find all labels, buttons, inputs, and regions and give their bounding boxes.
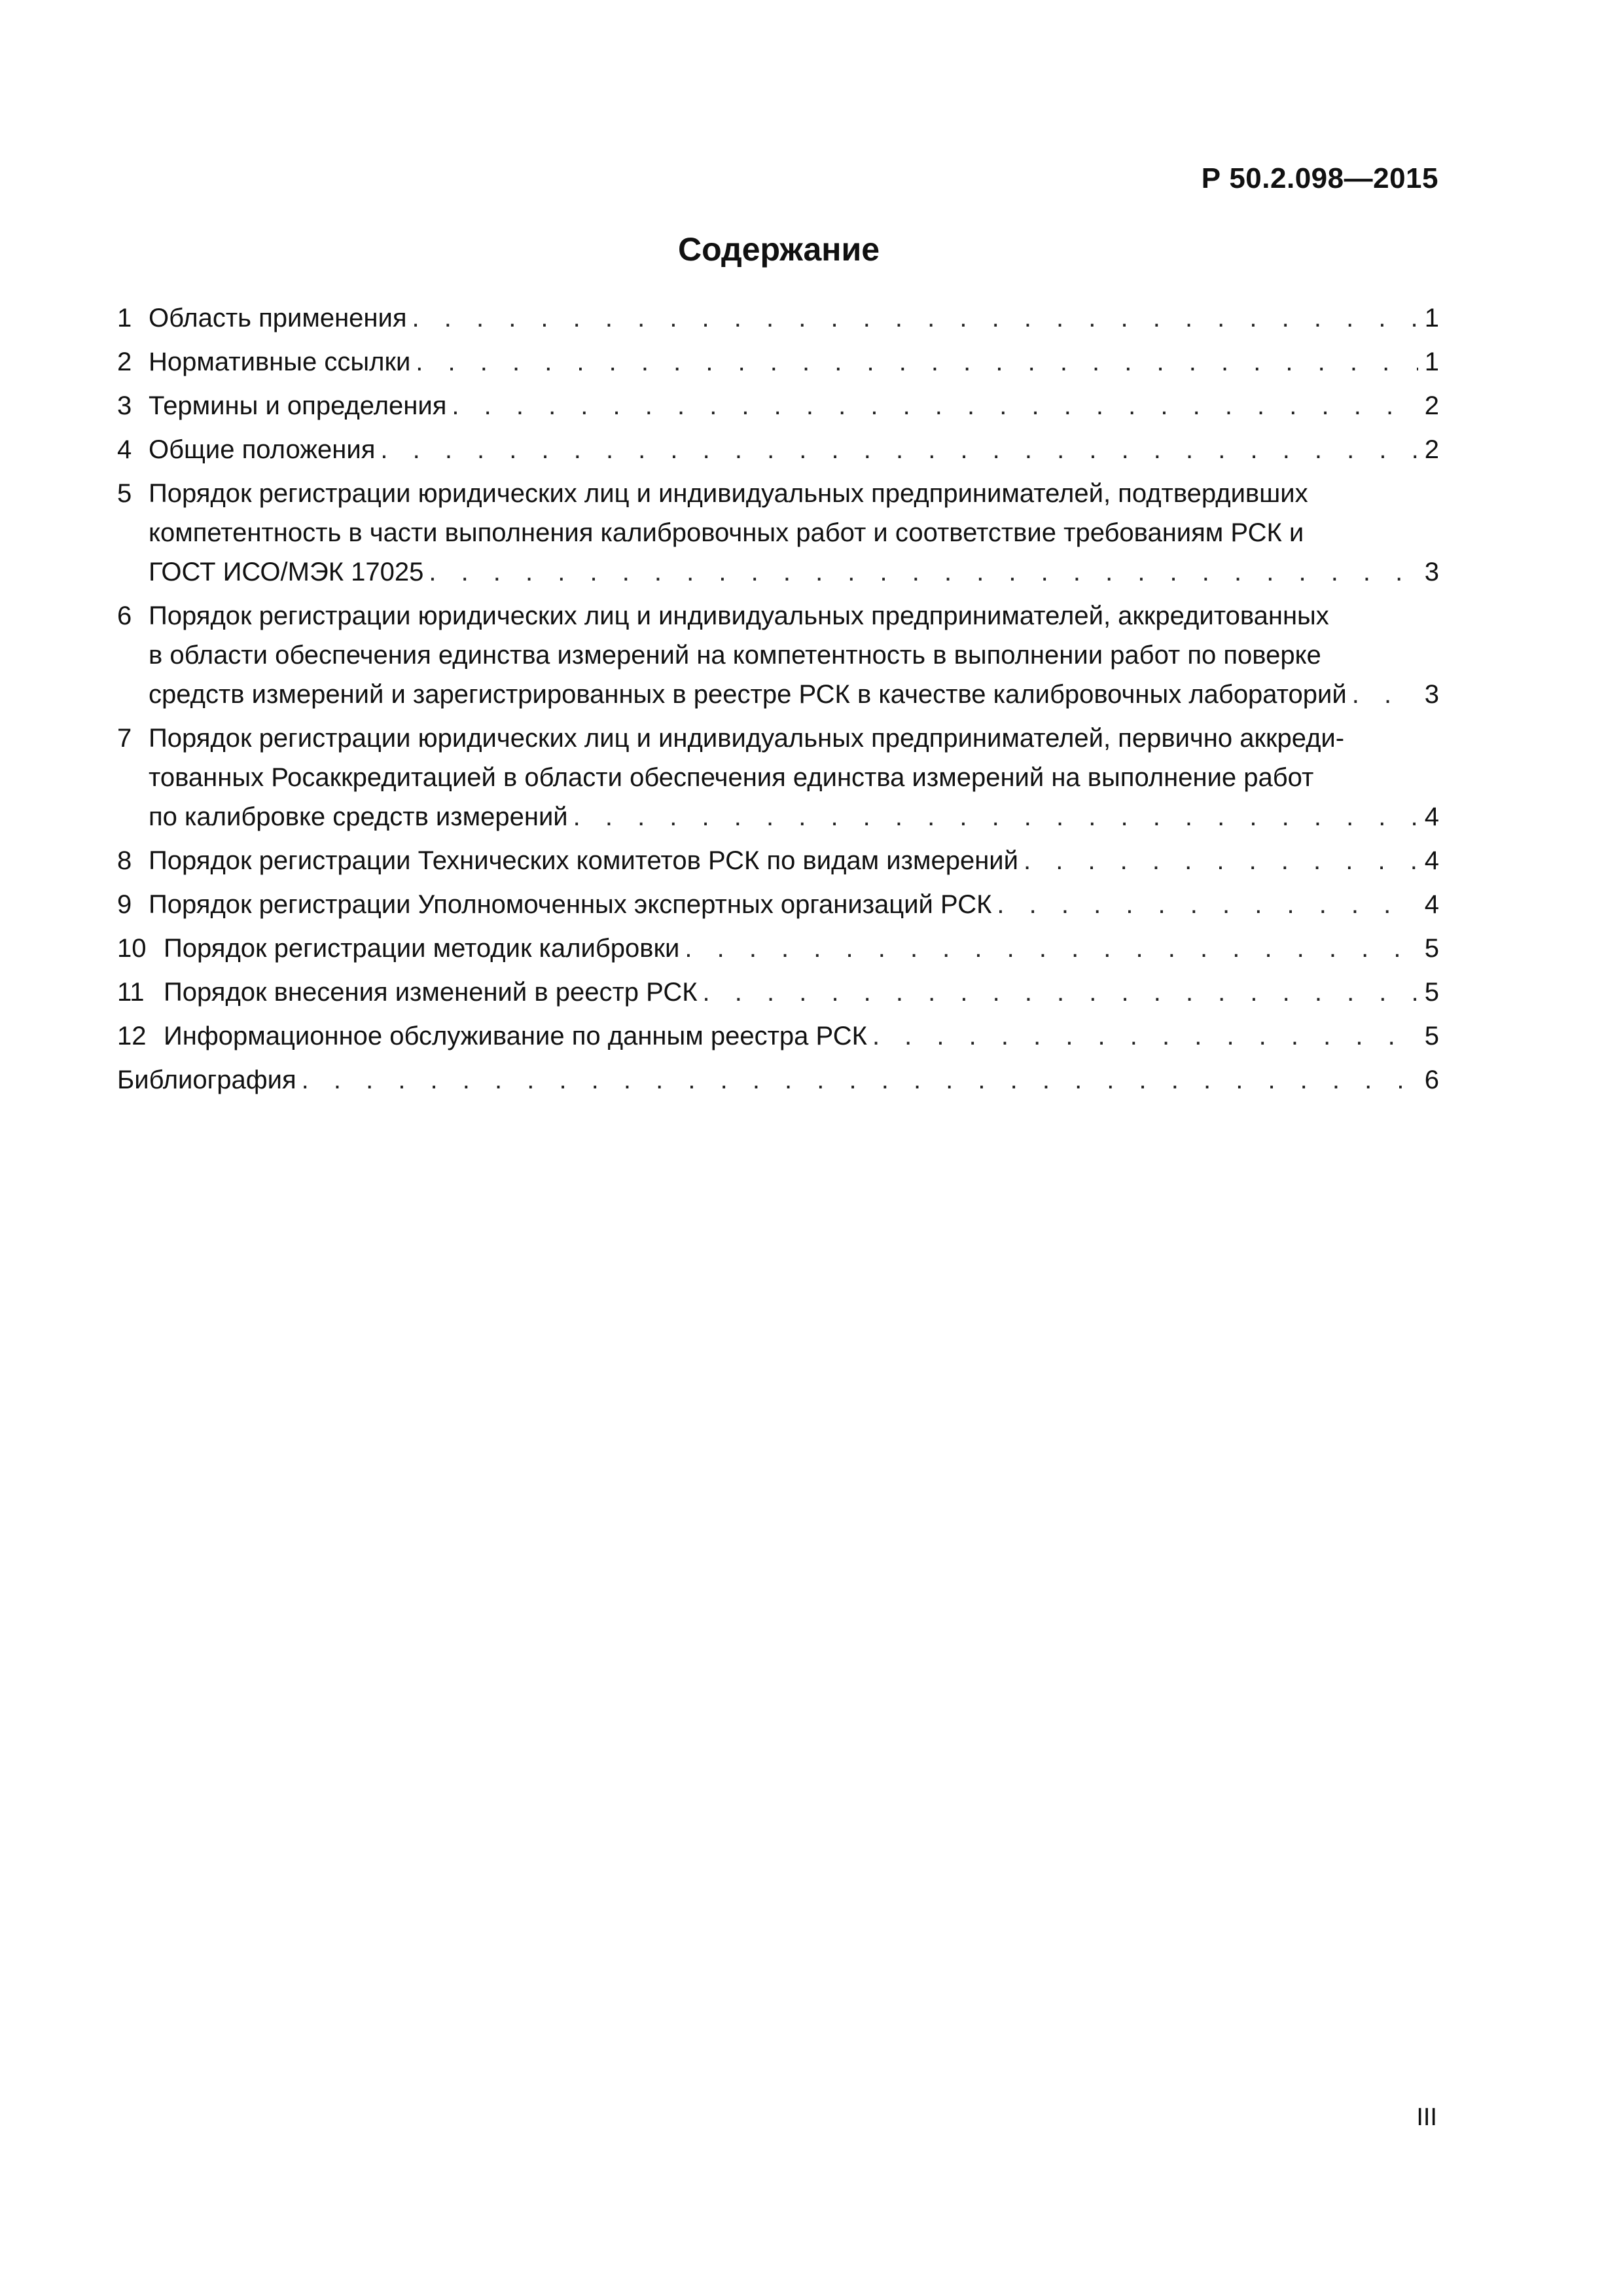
toc-entry-number: 6 — [117, 601, 132, 630]
toc-entry-number: 1 — [117, 304, 132, 332]
toc-entry-last-line — [164, 929, 1439, 968]
toc-dot-leader — [412, 298, 1418, 338]
toc-page-number: 3 — [1424, 680, 1439, 709]
toc-entry-text: Область применения — [149, 304, 407, 332]
toc-entry-text: Библиография — [117, 1066, 296, 1094]
toc-entry-body — [149, 342, 1439, 382]
toc-entry[interactable] — [117, 298, 1439, 338]
toc-entry-body — [149, 430, 1439, 469]
toc-entry-number: 3 — [117, 391, 132, 420]
toc-dot-leader — [380, 430, 1418, 469]
toc-entry[interactable] — [117, 885, 1439, 924]
toc-dot-leader — [872, 1016, 1418, 1056]
toc-dot-leader — [1352, 675, 1418, 714]
toc-entry[interactable] — [117, 596, 1439, 714]
toc-entry-text: средств измерений и зарегистрированных в реестре РСК в качестве калибровочных лабораторий — [149, 680, 1347, 709]
toc-entry-number: 7 — [117, 724, 132, 753]
toc-entry[interactable] — [117, 386, 1439, 425]
toc-entry-text: тованных Росаккредитацией в области обеспечения единства измерений на выполнение работ — [149, 763, 1314, 792]
toc-entry-last-line — [149, 552, 1439, 592]
toc-title: Содержание — [677, 231, 880, 268]
page-number: III — [1416, 2104, 1437, 2131]
toc-entry-text: ГОСТ ИСО/МЭК 17025 — [149, 558, 424, 586]
toc-entry-last-line — [164, 973, 1439, 1012]
toc-entry[interactable] — [117, 719, 1439, 836]
toc-entry-number: 8 — [117, 846, 132, 875]
toc-page-number: 4 — [1424, 890, 1439, 919]
toc-entry-last-line — [149, 797, 1439, 836]
toc-entry-body — [149, 719, 1439, 836]
toc-page-number: 2 — [1424, 391, 1439, 420]
toc-entry-text: Порядок регистрации юридических лиц и индивидуальных предпринимателей, подтвердивших — [149, 479, 1308, 508]
toc-entry-last-line — [149, 386, 1439, 425]
toc-dot-leader — [573, 797, 1418, 836]
toc-entry-last-line — [149, 885, 1439, 924]
toc-entry[interactable] — [117, 342, 1439, 382]
toc-entry-number: 5 — [117, 479, 132, 508]
toc-entry-last-line — [164, 1016, 1439, 1056]
toc-dot-leader — [302, 1060, 1418, 1100]
toc-entry-body — [164, 1016, 1439, 1056]
toc-entry-text: Порядок регистрации Уполномоченных экспертных организаций РСК — [149, 890, 992, 919]
toc-entry-last-line — [149, 342, 1439, 382]
toc-entry[interactable] — [117, 1060, 1439, 1100]
toc-page-number: 3 — [1424, 558, 1439, 586]
toc-entry-number: 11 — [117, 978, 145, 1007]
toc-entry-number: 2 — [117, 348, 132, 376]
toc-page-number: 5 — [1424, 1022, 1439, 1050]
table-of-contents — [117, 298, 1439, 1104]
toc-page-number: 5 — [1424, 934, 1439, 963]
toc-entry[interactable] — [117, 841, 1439, 880]
toc-entry-body — [149, 474, 1439, 592]
toc-page-number: 4 — [1424, 846, 1439, 875]
toc-entry-last-line — [117, 1060, 1439, 1100]
toc-entry-text: по калибровке средств измерений — [149, 802, 568, 831]
toc-entry-text: Термины и определения — [149, 391, 447, 420]
toc-entry-text: Информационное обслуживание по данным реестра РСК — [164, 1022, 867, 1050]
toc-entry-last-line — [149, 298, 1439, 338]
toc-page-number: 4 — [1424, 802, 1439, 831]
toc-page-number: 2 — [1424, 435, 1439, 464]
toc-entry-body — [149, 386, 1439, 425]
toc-entry-last-line — [149, 841, 1439, 880]
toc-entry-text: Общие положения — [149, 435, 376, 464]
toc-dot-leader — [703, 973, 1418, 1012]
toc-page-number: 1 — [1424, 348, 1439, 376]
toc-entry-body — [149, 885, 1439, 924]
toc-entry-text: Нормативные ссылки — [149, 348, 411, 376]
toc-entry-last-line — [149, 675, 1439, 714]
toc-entry-body — [149, 596, 1439, 714]
toc-dot-leader — [997, 885, 1418, 924]
toc-page-number: 1 — [1424, 304, 1439, 332]
toc-entry-body — [149, 841, 1439, 880]
toc-entry[interactable] — [117, 474, 1439, 592]
toc-entry[interactable] — [117, 1016, 1439, 1056]
toc-dot-leader — [429, 552, 1418, 592]
toc-entry-number: 4 — [117, 435, 132, 464]
toc-entry-number: 12 — [117, 1022, 147, 1050]
toc-page-number: 6 — [1424, 1066, 1439, 1094]
toc-entry-number: 10 — [117, 934, 147, 963]
toc-dot-leader — [452, 386, 1418, 425]
document-code: Р 50.2.098—2015 — [1201, 162, 1438, 194]
toc-dot-leader — [416, 342, 1418, 382]
toc-entry-body — [164, 929, 1439, 968]
toc-entry-text: Порядок внесения изменений в реестр РСК — [164, 978, 698, 1007]
toc-entry-body — [164, 973, 1439, 1012]
toc-entry[interactable] — [117, 929, 1439, 968]
toc-entry-last-line — [149, 430, 1439, 469]
toc-entry[interactable] — [117, 973, 1439, 1012]
toc-entry-text: Порядок регистрации Технических комитетов РСК по видам измерений — [149, 846, 1018, 875]
toc-entry-text: компетентность в части выполнения калибровочных работ и соответствие требованиям РСК и — [149, 518, 1304, 547]
toc-entry-text: в области обеспечения единства измерений на компетентность в выполнении работ по поверке — [149, 641, 1321, 670]
toc-dot-leader — [685, 929, 1418, 968]
toc-entry[interactable] — [117, 430, 1439, 469]
toc-entry-text: Порядок регистрации юридических лиц и индивидуальных предпринимателей, аккредитованных — [149, 601, 1329, 630]
toc-dot-leader — [1024, 841, 1418, 880]
toc-entry-text: Порядок регистрации юридических лиц и индивидуальных предпринимателей, первично аккреди- — [149, 724, 1345, 753]
toc-entry-body — [149, 298, 1439, 338]
toc-entry-body — [117, 1060, 1439, 1100]
toc-page-number: 5 — [1424, 978, 1439, 1007]
toc-entry-text: Порядок регистрации методик калибровки — [164, 934, 680, 963]
toc-entry-number: 9 — [117, 890, 132, 919]
